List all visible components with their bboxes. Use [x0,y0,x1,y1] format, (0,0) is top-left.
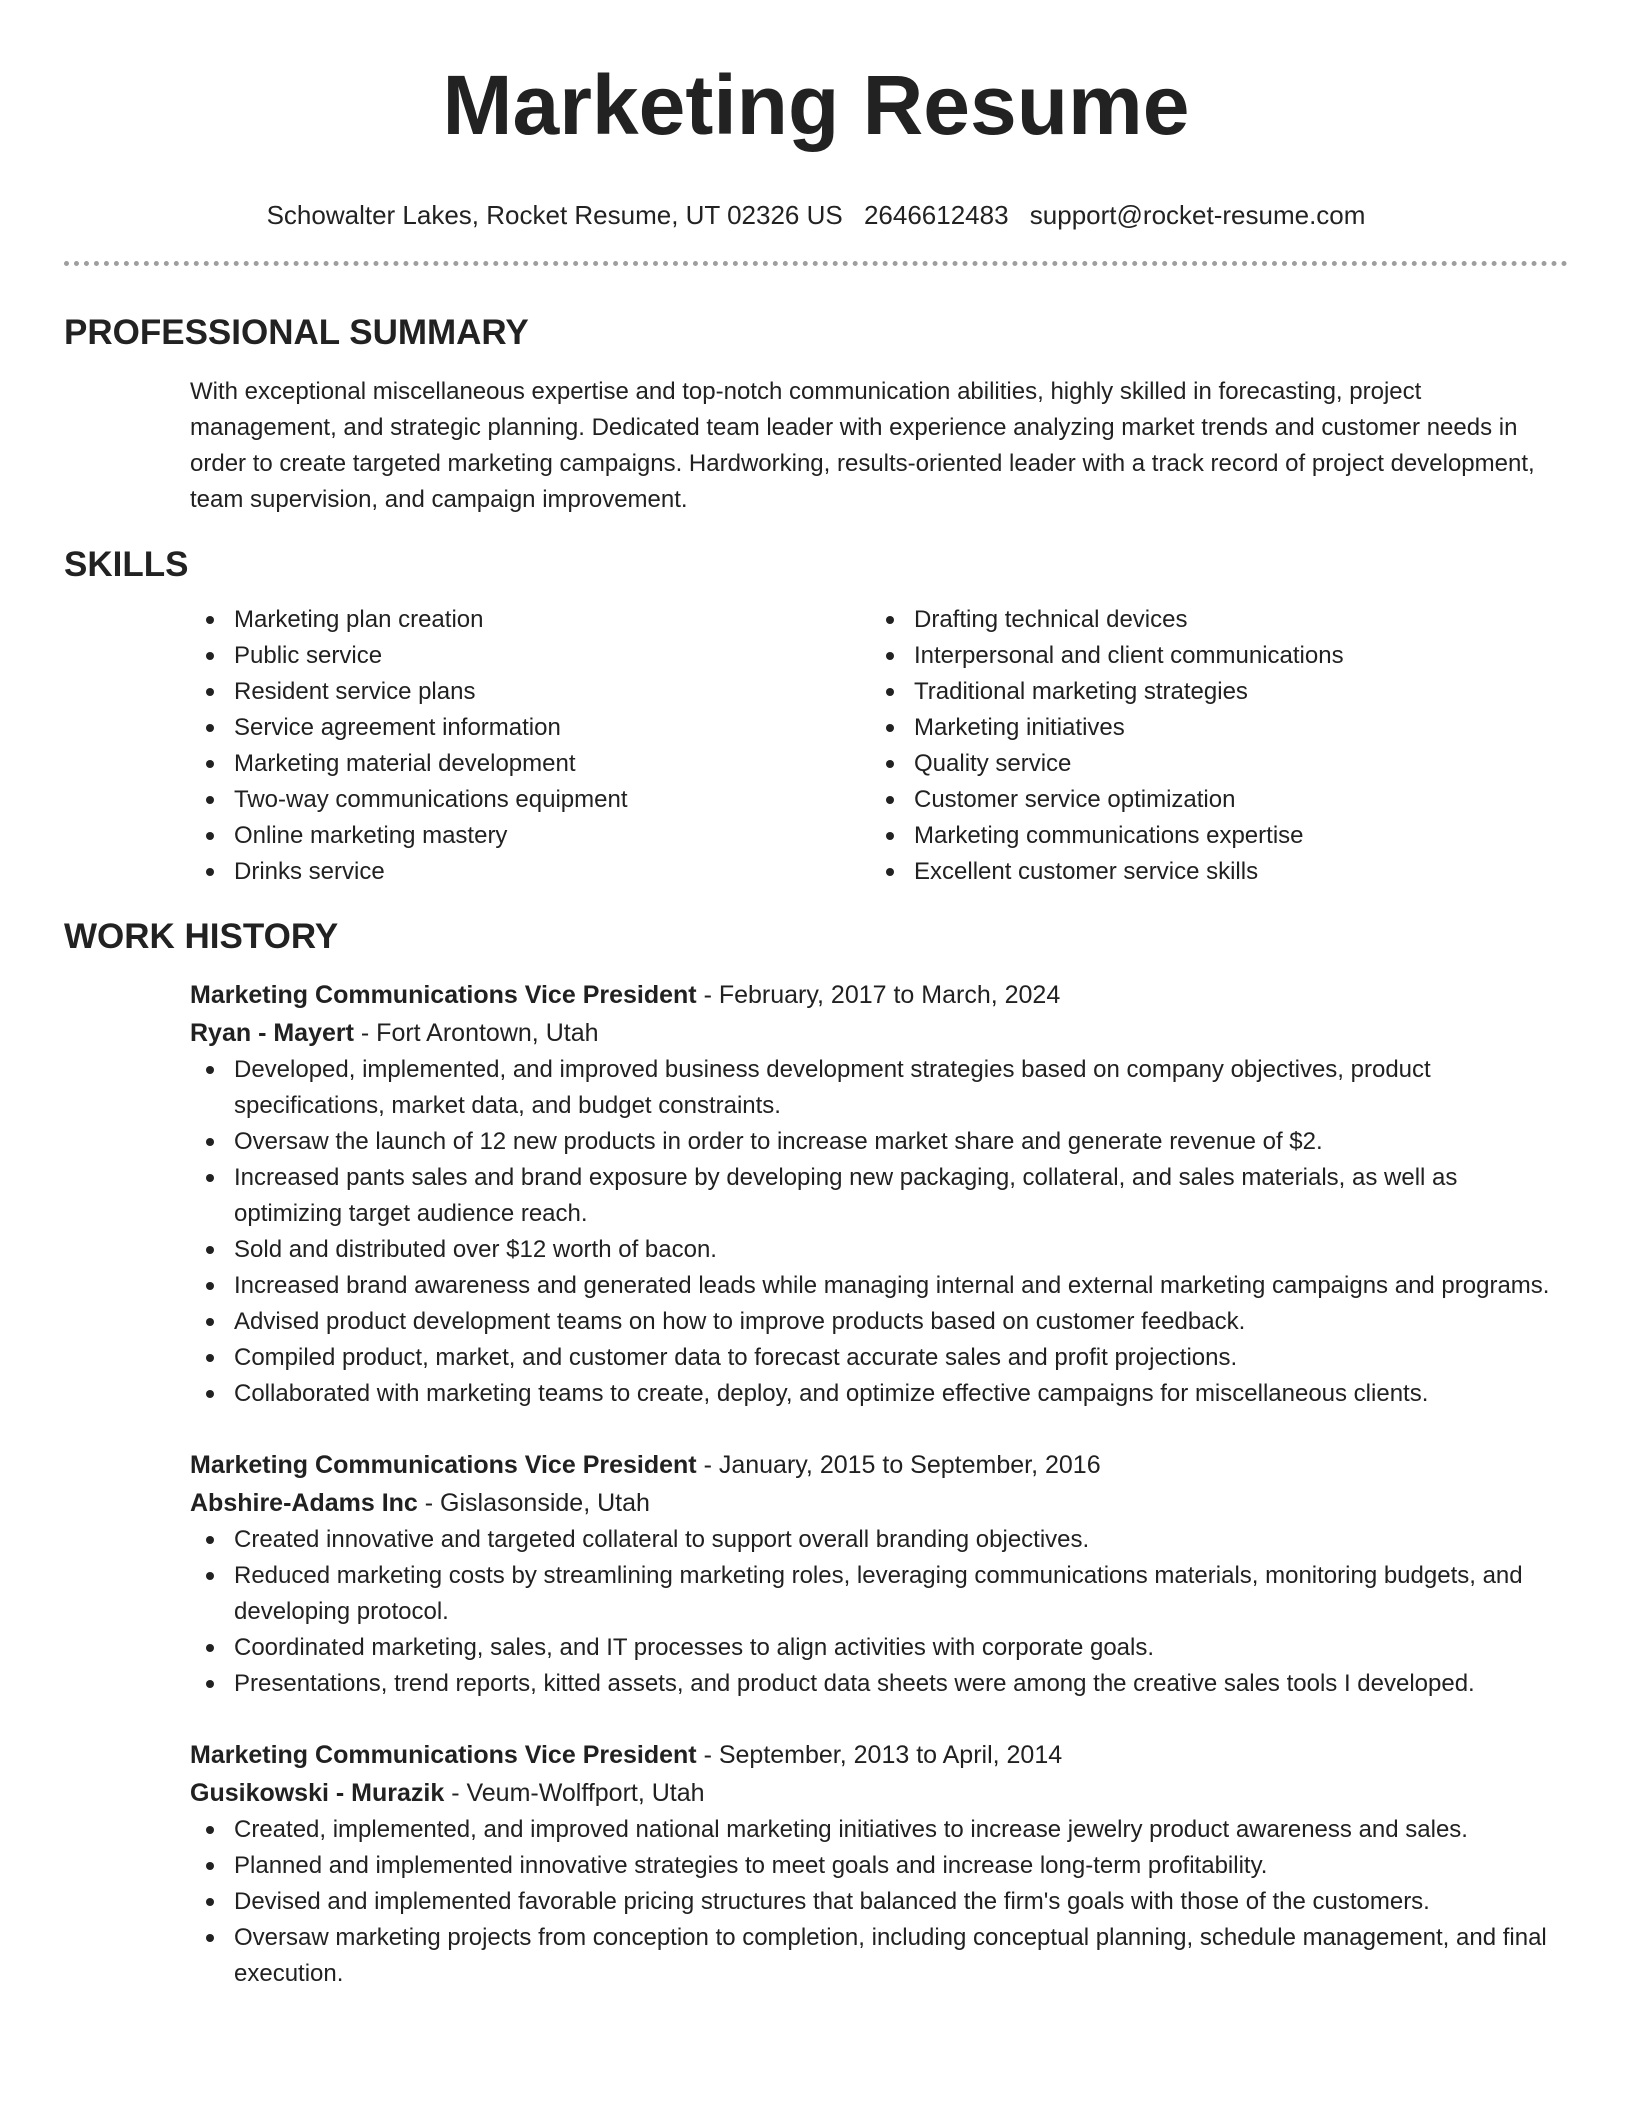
skills-list-right [870,602,1550,890]
skills-grid [64,602,1568,890]
job-bullet: Collaborated with marketing teams to create, deploy, and optimize effective campaigns for miscellaneous clients. [190,1376,1568,1412]
job-bullet: Created innovative and targeted collateral to support overall branding objectives. [190,1522,1568,1558]
skill-item: Quality service [870,746,1550,782]
skill-item: Marketing material development [190,746,870,782]
job-location: - Gislasonside, Utah [417,1489,650,1517]
work-history-list [64,976,1568,1992]
skill-item: Interpersonal and client communications [870,638,1550,674]
skill-item: Drafting technical devices [870,602,1550,638]
job-bullet: Sold and distributed over $12 worth of bacon. [190,1232,1568,1268]
job-title-line [190,976,1568,1014]
job-title: Marketing Communications Vice President [190,981,697,1009]
skill-item: Resident service plans [190,674,870,710]
skill-item: Customer service optimization [870,782,1550,818]
skill-item: Online marketing mastery [190,818,870,854]
job-bullet: Advised product development teams on how to improve products based on customer feedback. [190,1304,1568,1340]
job-dates: - September, 2013 to April, 2014 [696,1741,1063,1769]
job-bullet: Increased pants sales and brand exposure by developing new packaging, collateral, and sales materials, as well as optimizing target audience reach. [190,1160,1568,1232]
job-title: Marketing Communications Vice President [190,1451,697,1479]
work-history-heading: WORK HISTORY [64,917,339,956]
summary-heading: PROFESSIONAL SUMMARY [64,313,529,352]
skill-item: Marketing plan creation [190,602,870,638]
header-divider [64,261,1568,266]
skill-item: Marketing initiatives [870,710,1550,746]
job-bullet: Developed, implemented, and improved business development strategies based on company objectives, product specifications, market data, and budget constraints. [190,1052,1568,1124]
job-bullet: Oversaw the launch of 12 new products in order to increase market share and generate revenue of $2. [190,1124,1568,1160]
job-entry [190,976,1568,1412]
skill-item: Marketing communications expertise [870,818,1550,854]
job-title: Marketing Communications Vice President [190,1741,697,1769]
skills-column-left [190,602,870,890]
job-company-line [190,1014,1568,1052]
job-company: Ryan - Mayert [190,1019,354,1047]
job-bullet: Oversaw marketing projects from conception to completion, including conceptual planning, schedule management, and final execution. [190,1920,1568,1992]
job-entry [190,1736,1568,1992]
job-company: Abshire-Adams Inc [190,1489,418,1517]
job-bullet: Devised and implemented favorable pricing structures that balanced the firm's goals with those of the customers. [190,1884,1568,1920]
job-bullet: Reduced marketing costs by streamlining marketing roles, leveraging communications materials, monitoring budgets, and developing protocol. [190,1558,1568,1630]
job-bullet-list [190,1812,1568,1992]
resume-title: Marketing Resume [442,58,1190,152]
skills-list-left [190,602,870,890]
job-location: - Fort Arontown, Utah [353,1019,599,1047]
skill-item: Drinks service [190,854,870,890]
job-bullet: Coordinated marketing, sales, and IT processes to align activities with corporate goals. [190,1630,1568,1666]
skill-item: Two-way communications equipment [190,782,870,818]
job-company-line [190,1484,1568,1522]
job-entry [190,1446,1568,1702]
job-bullet: Planned and implemented innovative strategies to meet goals and increase long-term profitability. [190,1848,1568,1884]
skills-column-right [870,602,1550,890]
job-bullet: Presentations, trend reports, kitted assets, and product data sheets were among the creative sales tools I developed. [190,1666,1568,1702]
job-company: Gusikowski - Murazik [190,1779,445,1807]
job-bullet: Increased brand awareness and generated leads while managing internal and external marketing campaigns and programs. [190,1268,1568,1304]
job-title-line [190,1446,1568,1484]
job-location: - Veum-Wolffport, Utah [444,1779,705,1807]
contact-line [64,199,1568,231]
contact-address: Schowalter Lakes, Rocket Resume, UT 02326 US [266,200,843,230]
contact-phone: 2646612483 [863,200,1009,230]
job-company-line [190,1774,1568,1812]
job-bullet: Compiled product, market, and customer data to forecast accurate sales and profit projections. [190,1340,1568,1376]
skill-item: Traditional marketing strategies [870,674,1550,710]
summary-text: With exceptional miscellaneous expertise and top-notch communication abilities, highly skilled in forecasting, project management, and strategic planning. Dedicated team leader with experience analyzing market trends and customer needs in order to create targeted marketing campaigns. Hardworking, results-oriented leader with a track record of project development, team supervision, and campaign improvement. [190,378,1535,513]
job-bullet-list [190,1522,1568,1702]
skill-item: Service agreement information [190,710,870,746]
skill-item: Public service [190,638,870,674]
job-dates: - February, 2017 to March, 2024 [696,981,1061,1009]
job-bullet: Created, implemented, and improved national marketing initiatives to increase jewelry product awareness and sales. [190,1812,1568,1848]
job-dates: - January, 2015 to September, 2016 [696,1451,1101,1479]
job-bullet-list [190,1052,1568,1412]
contact-email: support@rocket-resume.com [1029,200,1366,230]
skills-heading: SKILLS [64,545,189,584]
job-title-line [190,1736,1568,1774]
skill-item: Excellent customer service skills [870,854,1550,890]
